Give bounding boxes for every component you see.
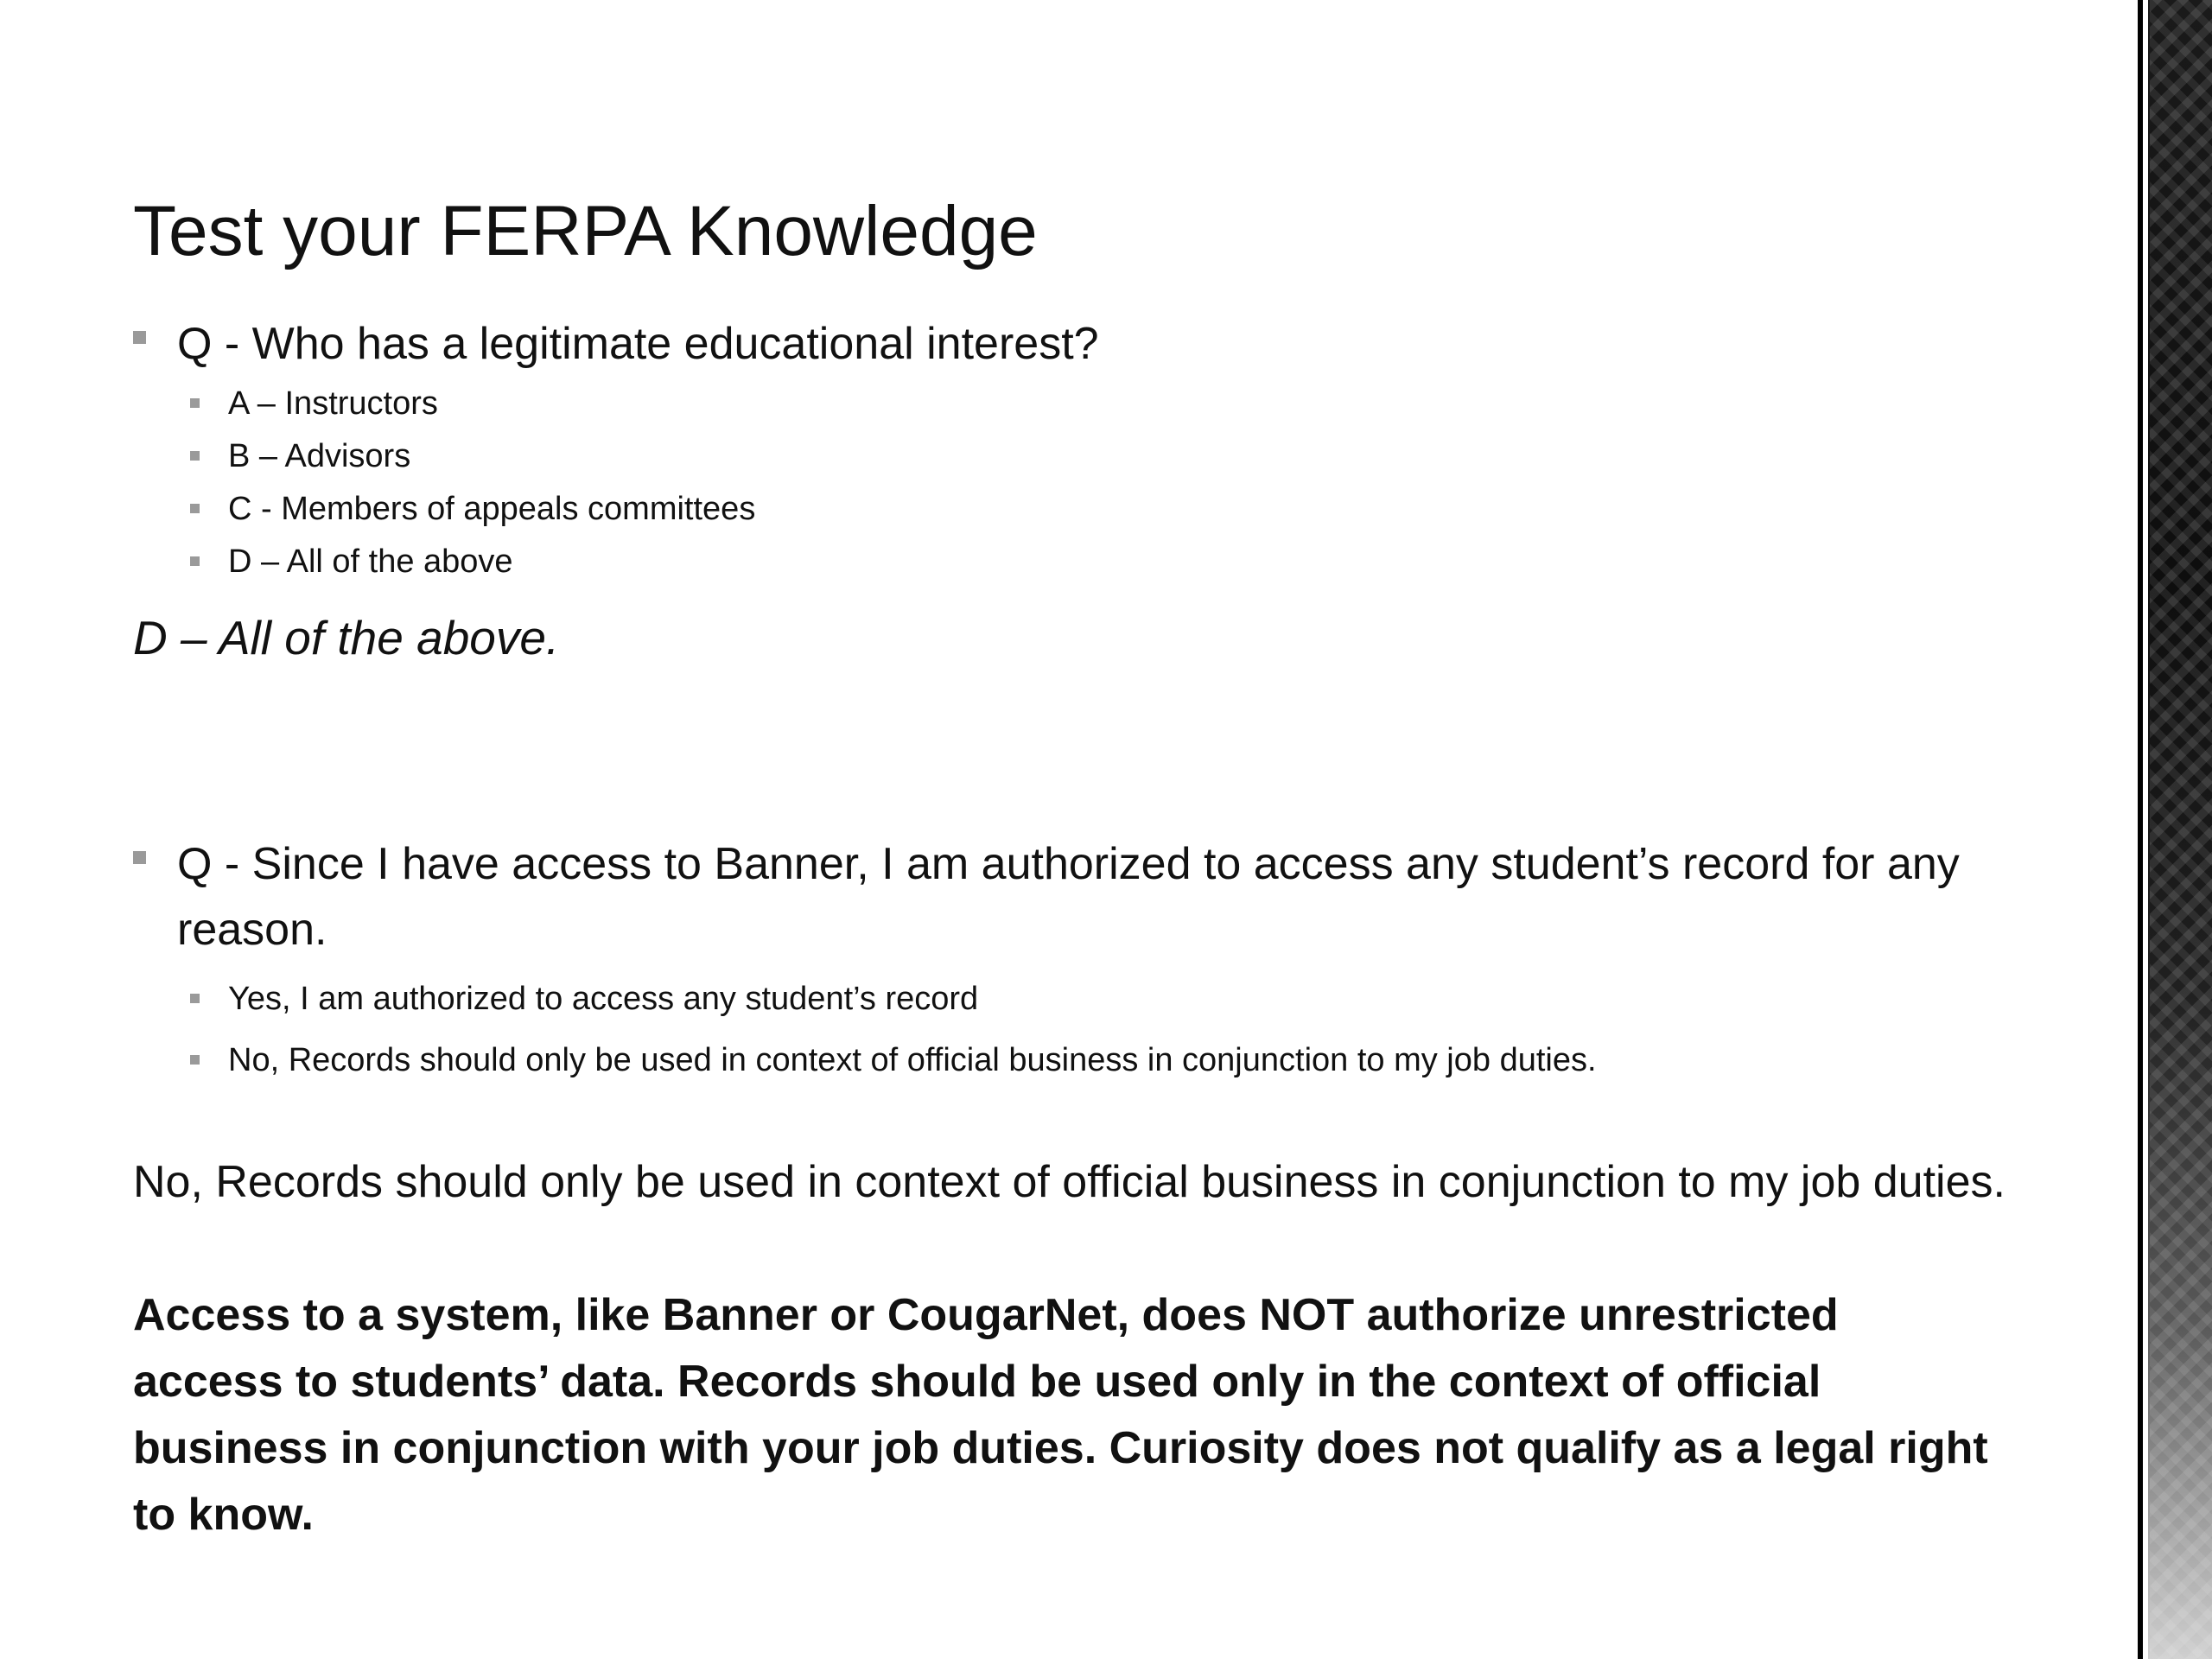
option-text: Yes, I am authorized to access any student’s record	[228, 981, 979, 1017]
option-text: B – Advisors	[228, 438, 411, 474]
question-1-option-d	[190, 543, 513, 581]
option-text: No, Records should only be used in context of official business in conjunction to my job duties.	[228, 1042, 1597, 1078]
option-text: A – Instructors	[228, 385, 438, 422]
question-2-text: Q - Since I have access to Banner, I am authorized to access any student’s record for any reason.	[177, 839, 1960, 955]
option-text: D – All of the above	[228, 543, 513, 580]
question-1-answer: D – All of the above.	[133, 611, 560, 664]
square-bullet-icon	[190, 398, 200, 408]
question-1-text: Q - Who has a legitimate educational interest?	[177, 319, 1099, 369]
question-2-explanation: Access to a system, like Banner or CougarNet, does NOT authorize unrestricted access to students’ data. Records should be used only in the context of official business in conjunction with your job duties. Curiosity does not qualify as a legal right to know.	[133, 1290, 1988, 1540]
question-1-option-c	[190, 490, 755, 528]
decorative-divider	[2143, 0, 2148, 1659]
question-1-option-a	[190, 385, 438, 423]
question-2-option-no	[190, 1041, 1597, 1079]
square-bullet-icon	[190, 994, 200, 1003]
square-bullet-icon	[133, 331, 146, 344]
question-1-option-b	[190, 437, 410, 475]
square-bullet-icon	[190, 1055, 200, 1065]
question-2-option-yes	[190, 980, 978, 1018]
slide-title: Test your FERPA Knowledge	[133, 192, 1038, 270]
question-2	[133, 831, 2008, 963]
square-bullet-icon	[190, 451, 200, 461]
question-1	[133, 311, 1099, 377]
square-bullet-icon	[133, 851, 146, 864]
square-bullet-icon	[190, 556, 200, 566]
option-text: C - Members of appeals committees	[228, 491, 756, 527]
question-2-answer: No, Records should only be used in context of official business in conjunction to my job duties.	[133, 1157, 2005, 1207]
square-bullet-icon	[190, 504, 200, 513]
decorative-side-bar	[2138, 0, 2212, 1659]
